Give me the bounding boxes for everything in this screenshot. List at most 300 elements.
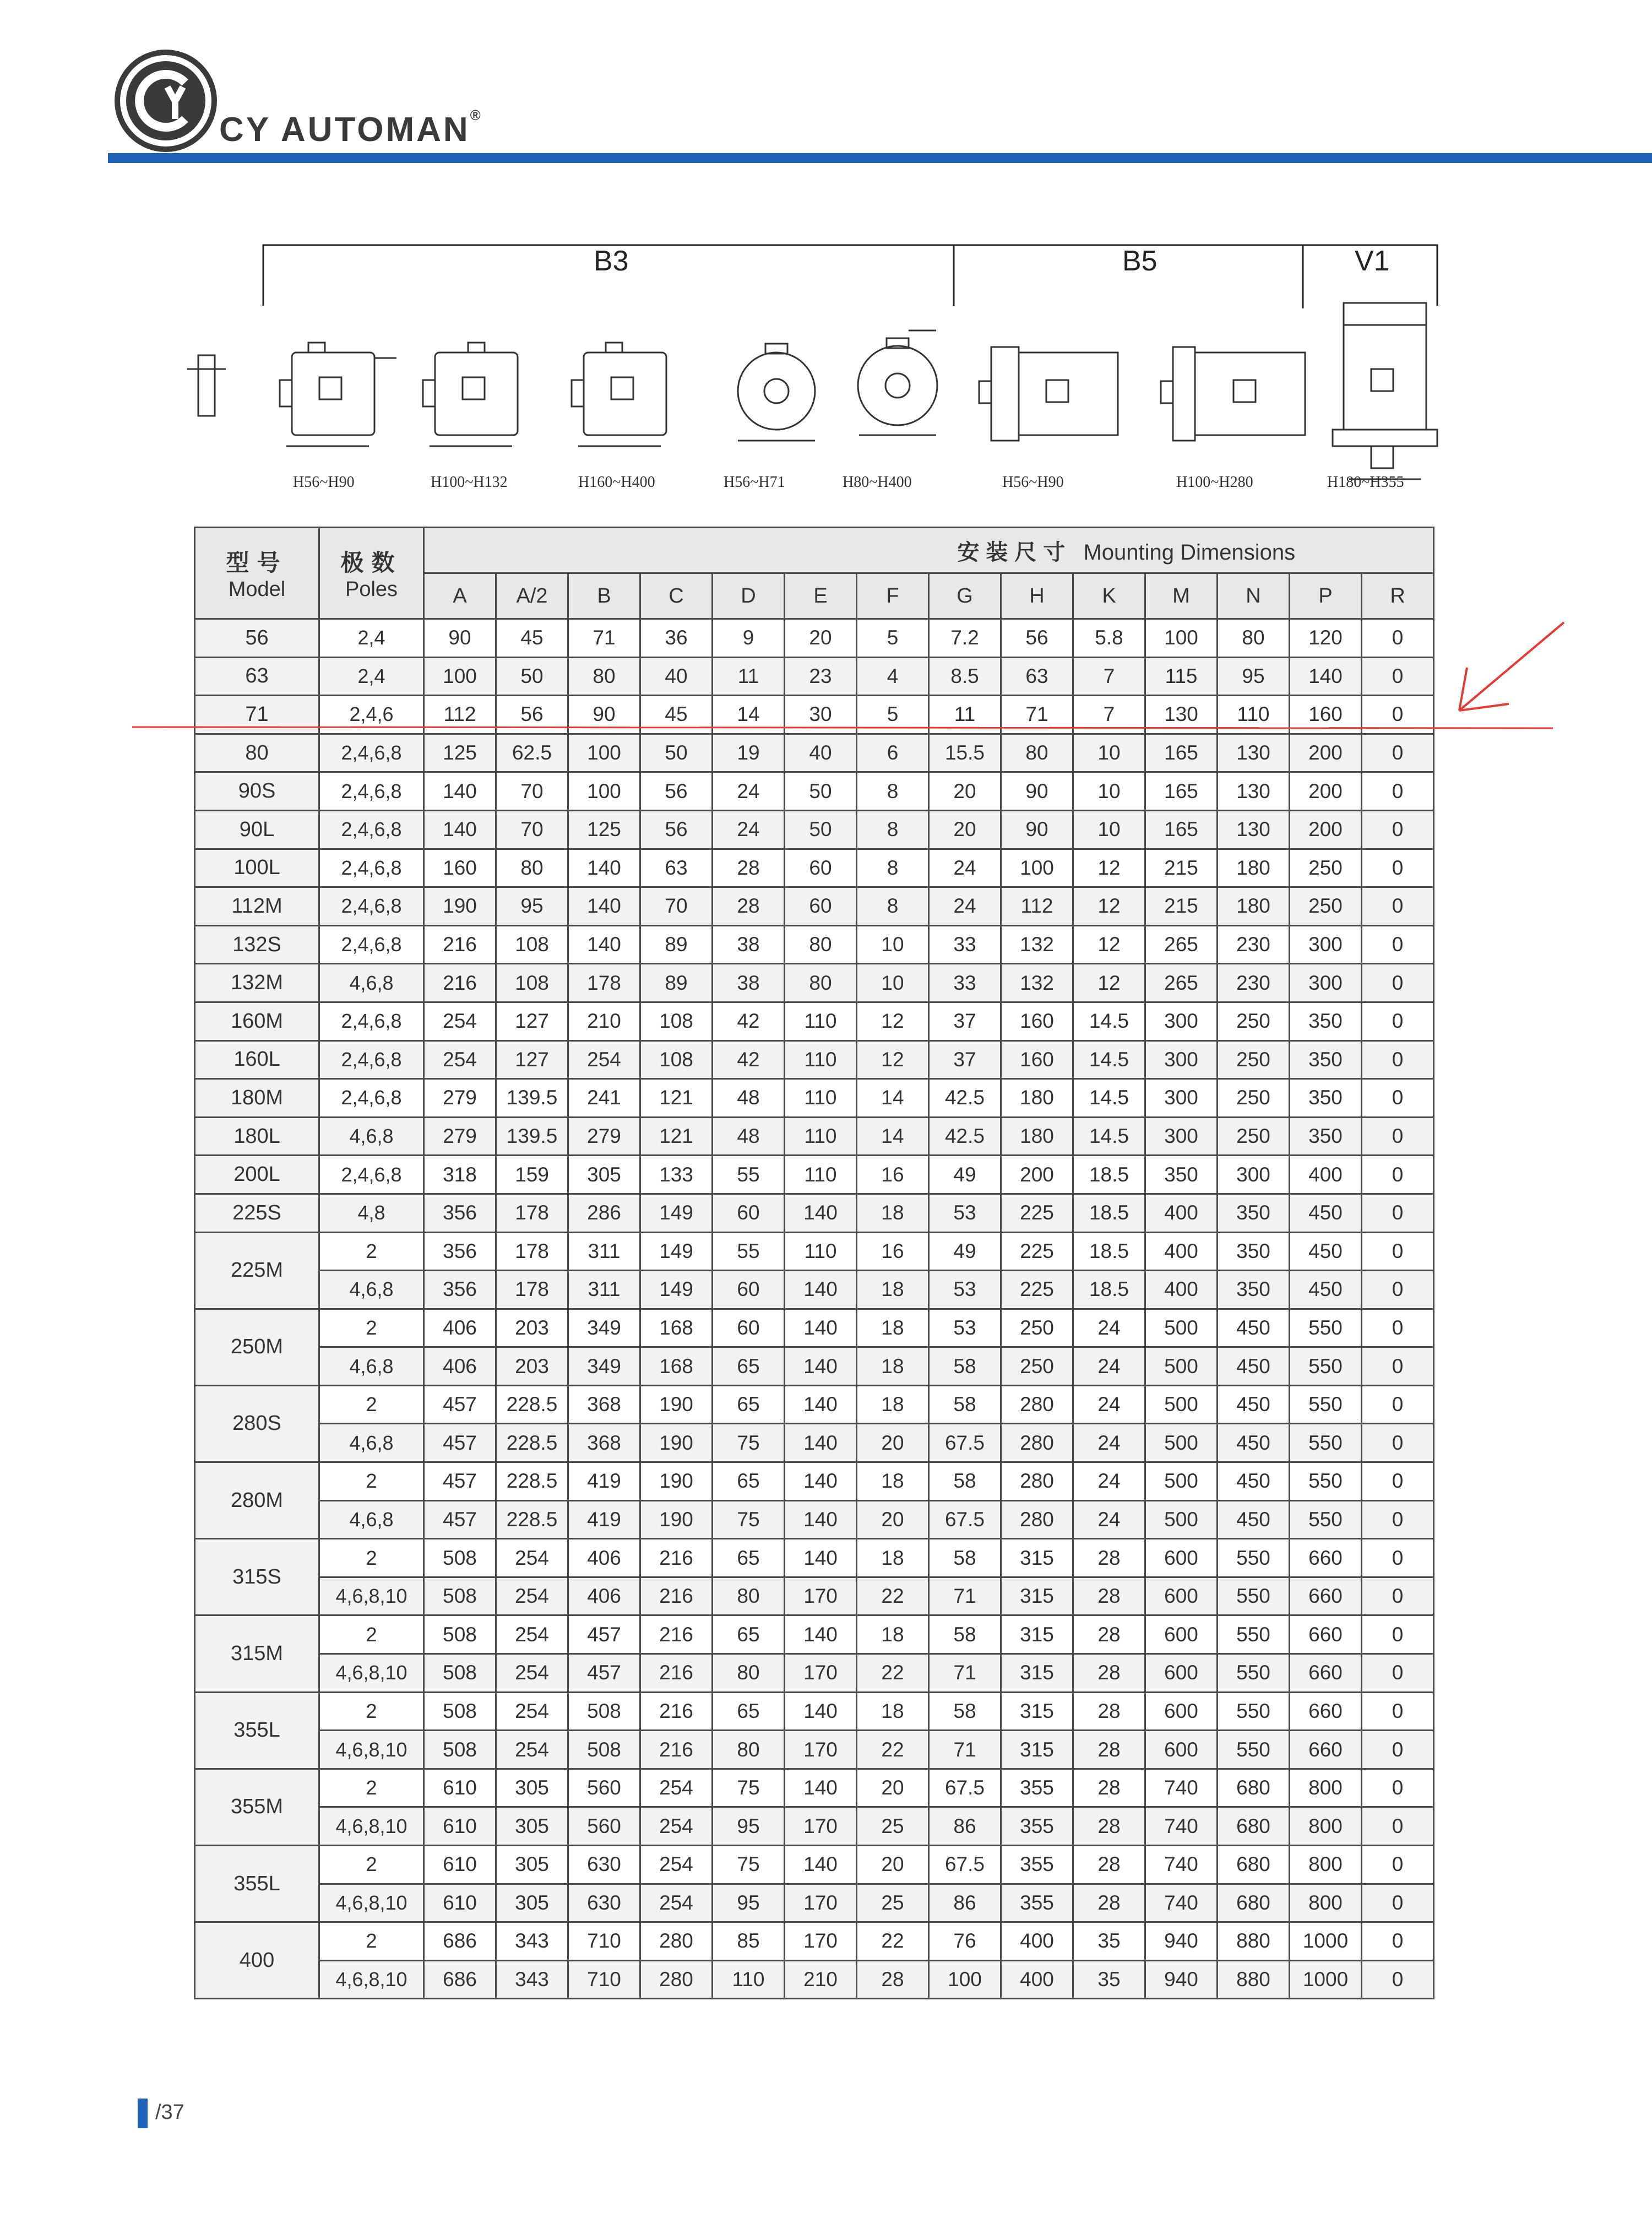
dimension-cell: 14 [713,696,785,734]
dimension-cell: 108 [496,925,568,964]
diagram-caption: H56~H90 [293,474,355,491]
poles-cell: 2 [319,1769,424,1807]
dimension-cell: 254 [496,1577,568,1615]
dimension-cell: 28 [1073,1807,1145,1846]
dimension-cell: 350 [1290,1079,1362,1118]
dimension-cell: 400 [1145,1194,1218,1232]
dimension-cell: 250 [1290,887,1362,926]
dimension-cell: 22 [857,1922,929,1961]
dimension-cell: 300 [1290,964,1362,1002]
dimension-cell: 368 [568,1385,640,1424]
dimension-cell: 36 [640,619,713,658]
dimension-cell: 350 [1290,1040,1362,1079]
model-cell: 56 [195,619,319,658]
section-label-b3: B3 [594,245,629,277]
dimension-cell: 10 [1073,810,1145,849]
dimension-cell: 70 [496,810,568,849]
dimension-cell: 200 [1290,734,1362,772]
dimension-cell: 355 [1001,1807,1073,1846]
dimension-cell: 0 [1362,1692,1434,1731]
dimension-cell: 349 [568,1309,640,1347]
dimension-cell: 18 [857,1385,929,1424]
header-mounting-dimensions: 安装尺寸 Mounting Dimensions [424,528,1434,573]
dimension-cell: 95 [713,1807,785,1846]
dimension-cell: 42 [713,1002,785,1040]
dimension-cell: 178 [496,1194,568,1232]
dimension-cell: 0 [1362,696,1434,734]
dimension-cell: 457 [568,1654,640,1693]
dimension-cell: 740 [1145,1769,1218,1807]
dimension-cell: 190 [640,1385,713,1424]
dimension-cell: 280 [640,1922,713,1961]
dimension-cell: 37 [929,1040,1001,1079]
dimension-cell: 112 [424,696,496,734]
dimension-cell: 10 [1073,772,1145,811]
dimension-cell: 24 [1073,1309,1145,1347]
dimension-cell: 12 [857,1002,929,1040]
dimension-cell: 28 [1073,1615,1145,1654]
poles-cell: 2 [319,1385,424,1424]
dimension-cell: 140 [785,1539,857,1577]
dimension-cell: 35 [1073,1960,1145,1999]
brand-logo [113,48,218,156]
model-cell: 315S [195,1539,319,1615]
model-cell: 100L [195,849,319,887]
model-cell: 355L [195,1692,319,1769]
red-annotation-line [132,726,1553,729]
diagram-caption: H160~H400 [578,474,655,491]
model-cell: 355M [195,1769,319,1845]
model-cell: 200L [195,1156,319,1194]
dimension-cell: 457 [424,1500,496,1539]
dimension-cell: 12 [1073,887,1145,926]
dimension-cell: 305 [496,1846,568,1884]
dimension-cell: 80 [713,1731,785,1769]
dimension-cell: 86 [929,1807,1001,1846]
dimension-cell: 65 [713,1385,785,1424]
table-row [195,1271,1434,1309]
dimension-cell: 24 [713,810,785,849]
mounting-diagrams [182,242,1470,507]
dimension-cell: 0 [1362,1884,1434,1922]
poles-cell: 2,4,6,8 [319,810,424,849]
dimension-cell: 200 [1290,772,1362,811]
dimension-cell: 940 [1145,1922,1218,1961]
table-row [195,1577,1434,1615]
table-row [195,887,1434,926]
poles-cell: 2 [319,1309,424,1347]
dimension-cell: 450 [1218,1385,1290,1424]
dimension-cell: 0 [1362,1079,1434,1118]
column-header: A [424,573,496,619]
column-header: F [857,573,929,619]
model-cell: 225S [195,1194,319,1232]
table-row [195,619,1434,658]
dimension-cell: 18.5 [1073,1232,1145,1271]
dimension-cell: 0 [1362,1577,1434,1615]
dimension-cell: 630 [568,1846,640,1884]
dimension-cell: 140 [785,1385,857,1424]
dimension-cell: 508 [568,1731,640,1769]
dimension-cell: 190 [640,1462,713,1501]
dimension-cell: 550 [1290,1424,1362,1462]
dimension-cell: 500 [1145,1424,1218,1462]
diagram-caption: H180~H355 [1327,474,1404,491]
dimension-cell: 500 [1145,1385,1218,1424]
dimension-cell: 400 [1001,1922,1073,1961]
dimension-cell: 215 [1145,887,1218,926]
dimension-cell: 18 [857,1539,929,1577]
dimension-cell: 110 [1218,696,1290,734]
dimension-cell: 140 [785,1424,857,1462]
dimension-cell: 49 [929,1232,1001,1271]
dimension-cell: 58 [929,1539,1001,1577]
dimension-cell: 130 [1218,772,1290,811]
dimension-cell: 0 [1362,1232,1434,1271]
dimension-cell: 300 [1145,1117,1218,1156]
dimension-cell: 355 [1001,1884,1073,1922]
dimension-cell: 70 [496,772,568,811]
dimension-cell: 1000 [1290,1922,1362,1961]
diagram-caption: H80~H400 [843,474,912,491]
dimension-cell: 610 [424,1807,496,1846]
model-cell: 112M [195,887,319,926]
dimension-cell: 49 [929,1156,1001,1194]
dimension-cell: 121 [640,1117,713,1156]
dimension-cell: 58 [929,1615,1001,1654]
dimension-cell: 140 [785,1615,857,1654]
dimension-cell: 230 [1218,964,1290,1002]
dimension-cell: 230 [1218,925,1290,964]
dimension-cell: 65 [713,1347,785,1386]
dimension-cell: 350 [1145,1156,1218,1194]
header-model: 型号 Model [195,528,319,619]
dimension-cell: 170 [785,1577,857,1615]
dimension-cell: 110 [713,1960,785,1999]
dimension-cell: 0 [1362,887,1434,926]
dimension-cell: 60 [713,1194,785,1232]
dimension-cell: 80 [496,849,568,887]
dimension-cell: 60 [713,1271,785,1309]
column-header: H [1001,573,1073,619]
dimension-cell: 15.5 [929,734,1001,772]
dimension-cell: 10 [857,925,929,964]
dimension-cell: 50 [785,810,857,849]
dimension-cell: 11 [929,696,1001,734]
dimension-cell: 300 [1218,1156,1290,1194]
poles-cell: 2 [319,1922,424,1961]
dimension-cell: 7 [1073,696,1145,734]
dimension-cell: 508 [424,1731,496,1769]
column-header: G [929,573,1001,619]
dimension-cell: 149 [640,1271,713,1309]
dimension-cell: 254 [496,1539,568,1577]
dimension-cell: 180 [1218,887,1290,926]
dimension-cell: 110 [785,1156,857,1194]
dimension-cell: 419 [568,1500,640,1539]
dimension-cell: 63 [640,849,713,887]
dimension-cell: 90 [1001,772,1073,811]
dimension-cell: 40 [785,734,857,772]
model-cell: 180L [195,1117,319,1156]
dimension-cell: 8 [857,887,929,926]
diagram-caption: H100~H280 [1176,474,1253,491]
dimension-cell: 18 [857,1615,929,1654]
dimension-cell: 100 [1145,619,1218,658]
dimension-cell: 450 [1218,1500,1290,1539]
dimension-cell: 550 [1218,1577,1290,1615]
dimension-cell: 450 [1290,1194,1362,1232]
dimension-cell: 356 [424,1271,496,1309]
dimension-cell: 71 [568,619,640,658]
dimension-cell: 740 [1145,1884,1218,1922]
dimension-cell: 0 [1362,1309,1434,1347]
dimension-cell: 110 [785,1002,857,1040]
dimension-cell: 250 [1290,849,1362,887]
dimension-cell: 279 [424,1079,496,1118]
poles-cell: 2 [319,1232,424,1271]
dimension-cell: 18 [857,1194,929,1232]
dimension-cell: 65 [713,1539,785,1577]
dimension-cell: 0 [1362,1654,1434,1693]
model-cell: 132M [195,964,319,1002]
dimension-cell: 400 [1145,1232,1218,1271]
dimension-cell: 216 [424,964,496,1002]
dimension-cell: 65 [713,1462,785,1501]
dimension-cell: 139.5 [496,1117,568,1156]
dimension-cell: 6 [857,734,929,772]
dimension-cell: 305 [496,1884,568,1922]
dimension-cell: 110 [785,1079,857,1118]
dimension-cell: 355 [1001,1846,1073,1884]
table-row [195,1079,1434,1118]
dimension-cell: 90 [1001,810,1073,849]
dimension-cell: 550 [1290,1347,1362,1386]
dimension-cell: 5 [857,696,929,734]
dimension-cell: 560 [568,1807,640,1846]
table-row [195,964,1434,1002]
dimension-cell: 315 [1001,1539,1073,1577]
dimension-cell: 305 [496,1807,568,1846]
dimension-cell: 80 [785,964,857,1002]
dimension-cell: 600 [1145,1539,1218,1577]
dimension-cell: 170 [785,1731,857,1769]
dimension-cell: 28 [1073,1769,1145,1807]
header-rule [108,153,1652,163]
dimension-cell: 56 [496,696,568,734]
dimension-cell: 50 [496,657,568,696]
model-cell: 315M [195,1615,319,1692]
dimension-cell: 630 [568,1884,640,1922]
dimension-cell: 280 [1001,1462,1073,1501]
dimension-cell: 0 [1362,619,1434,658]
dimension-cell: 350 [1218,1271,1290,1309]
poles-cell: 2 [319,1539,424,1577]
dimension-cell: 60 [785,887,857,926]
poles-cell: 4,6,8 [319,1424,424,1462]
dimension-cell: 250 [1001,1309,1073,1347]
dimension-cell: 24 [1073,1347,1145,1386]
dimension-cell: 406 [568,1539,640,1577]
table-row [195,657,1434,696]
dimension-cell: 70 [640,887,713,926]
dimension-cell: 254 [640,1769,713,1807]
dimension-cell: 160 [1290,696,1362,734]
dimension-cell: 168 [640,1347,713,1386]
dimension-cell: 60 [713,1309,785,1347]
column-header: R [1362,573,1434,619]
dimension-cell: 343 [496,1960,568,1999]
model-cell: 80 [195,734,319,772]
dimension-cell: 800 [1290,1807,1362,1846]
dimension-cell: 67.5 [929,1500,1001,1539]
section-label-v1: V1 [1355,245,1390,277]
dimension-cell: 680 [1218,1846,1290,1884]
dimension-cell: 140 [785,1347,857,1386]
dimension-cell: 80 [1218,619,1290,658]
dimension-cell: 28 [1073,1692,1145,1731]
dimension-cell: 356 [424,1194,496,1232]
dimension-cell: 55 [713,1232,785,1271]
dimension-cell: 18 [857,1271,929,1309]
dimension-cell: 28 [1073,1884,1145,1922]
dimension-cell: 38 [713,964,785,1002]
dimension-cell: 22 [857,1577,929,1615]
dimension-cell: 140 [785,1692,857,1731]
table-row [195,1731,1434,1769]
poles-cell: 4,6,8,10 [319,1807,424,1846]
dimension-cell: 500 [1145,1309,1218,1347]
dimension-cell: 254 [424,1002,496,1040]
dimension-cell: 356 [424,1232,496,1271]
mounting-dimensions-table [194,527,1434,1999]
dimension-cell: 550 [1218,1654,1290,1693]
dimension-cell: 315 [1001,1692,1073,1731]
dimension-cell: 132 [1001,925,1073,964]
dimension-cell: 14.5 [1073,1040,1145,1079]
table-row [195,1156,1434,1194]
model-cell: 400 [195,1922,319,1999]
dimension-cell: 318 [424,1156,496,1194]
dimension-cell: 14.5 [1073,1002,1145,1040]
dimension-cell: 75 [713,1846,785,1884]
dimension-cell: 508 [424,1692,496,1731]
poles-cell: 2,4,6,8 [319,925,424,964]
table-row [195,849,1434,887]
dimension-cell: 24 [1073,1462,1145,1501]
dimension-cell: 254 [424,1040,496,1079]
dimension-cell: 130 [1218,810,1290,849]
dimension-cell: 22 [857,1654,929,1693]
dimension-cell: 457 [568,1615,640,1654]
dimension-cell: 250 [1001,1347,1073,1386]
dimension-cell: 550 [1290,1385,1362,1424]
column-header: B [568,573,640,619]
dimension-cell: 25 [857,1884,929,1922]
dimension-cell: 108 [496,964,568,1002]
dimension-cell: 170 [785,1807,857,1846]
dimension-cell: 140 [1290,657,1362,696]
dimension-cell: 24 [929,887,1001,926]
mounting-diagram-drawings [182,242,1470,507]
dimension-cell: 10 [857,964,929,1002]
column-header: M [1145,573,1218,619]
table-row [195,1884,1434,1922]
dimension-cell: 56 [1001,619,1073,658]
poles-cell: 4,6,8 [319,1347,424,1386]
dimension-cell: 170 [785,1922,857,1961]
dimension-cell: 130 [1218,734,1290,772]
table-row [195,1960,1434,1999]
dimension-cell: 8 [857,772,929,811]
dimension-cell: 450 [1218,1309,1290,1347]
dimension-cell: 45 [496,619,568,658]
dimension-cell: 14 [857,1079,929,1118]
dimension-cell: 160 [1001,1002,1073,1040]
dimension-cell: 800 [1290,1769,1362,1807]
dimension-cell: 100 [568,772,640,811]
dimension-cell: 180 [1001,1117,1073,1156]
dimension-cell: 740 [1145,1807,1218,1846]
dimension-cell: 315 [1001,1577,1073,1615]
dimension-cell: 100 [1001,849,1073,887]
poles-cell: 2,4,6,8 [319,772,424,811]
dimension-cell: 254 [640,1884,713,1922]
dimension-cell: 56 [640,810,713,849]
dimension-cell: 0 [1362,1002,1434,1040]
dimension-cell: 550 [1218,1615,1290,1654]
table-row [195,1769,1434,1807]
dimension-cell: 254 [568,1040,640,1079]
dimension-cell: 180 [1218,849,1290,887]
dimension-cell: 265 [1145,964,1218,1002]
table-row [195,1922,1434,1961]
column-header: D [713,573,785,619]
table-row [195,1615,1434,1654]
dimension-cell: 680 [1218,1769,1290,1807]
dimension-cell: 216 [640,1539,713,1577]
dimension-cell: 18.5 [1073,1156,1145,1194]
dimension-cell: 42.5 [929,1079,1001,1118]
dimension-cell: 600 [1145,1615,1218,1654]
dimension-cell: 24 [1073,1500,1145,1539]
dimension-cell: 45 [640,696,713,734]
dimension-cell: 550 [1290,1500,1362,1539]
dimension-cell: 24 [1073,1385,1145,1424]
dimension-cell: 16 [857,1156,929,1194]
dimension-cell: 600 [1145,1692,1218,1731]
dimension-cell: 740 [1145,1846,1218,1884]
dimension-cell: 28 [1073,1654,1145,1693]
dimension-cell: 800 [1290,1846,1362,1884]
dimension-cell: 311 [568,1271,640,1309]
dimension-cell: 33 [929,925,1001,964]
dimension-cell: 250 [1218,1002,1290,1040]
dimension-cell: 76 [929,1922,1001,1961]
dimension-cell: 450 [1218,1424,1290,1462]
dimension-cell: 350 [1290,1117,1362,1156]
dimension-cell: 254 [496,1654,568,1693]
poles-cell: 2,4,6,8 [319,734,424,772]
poles-cell: 2,4,6,8 [319,849,424,887]
dimension-cell: 90 [424,619,496,658]
dimension-cell: 5.8 [1073,619,1145,658]
dimension-cell: 85 [713,1922,785,1961]
dimension-cell: 28 [1073,1577,1145,1615]
model-cell: 71 [195,696,319,734]
dimension-cell: 75 [713,1769,785,1807]
model-cell: 225M [195,1232,319,1309]
